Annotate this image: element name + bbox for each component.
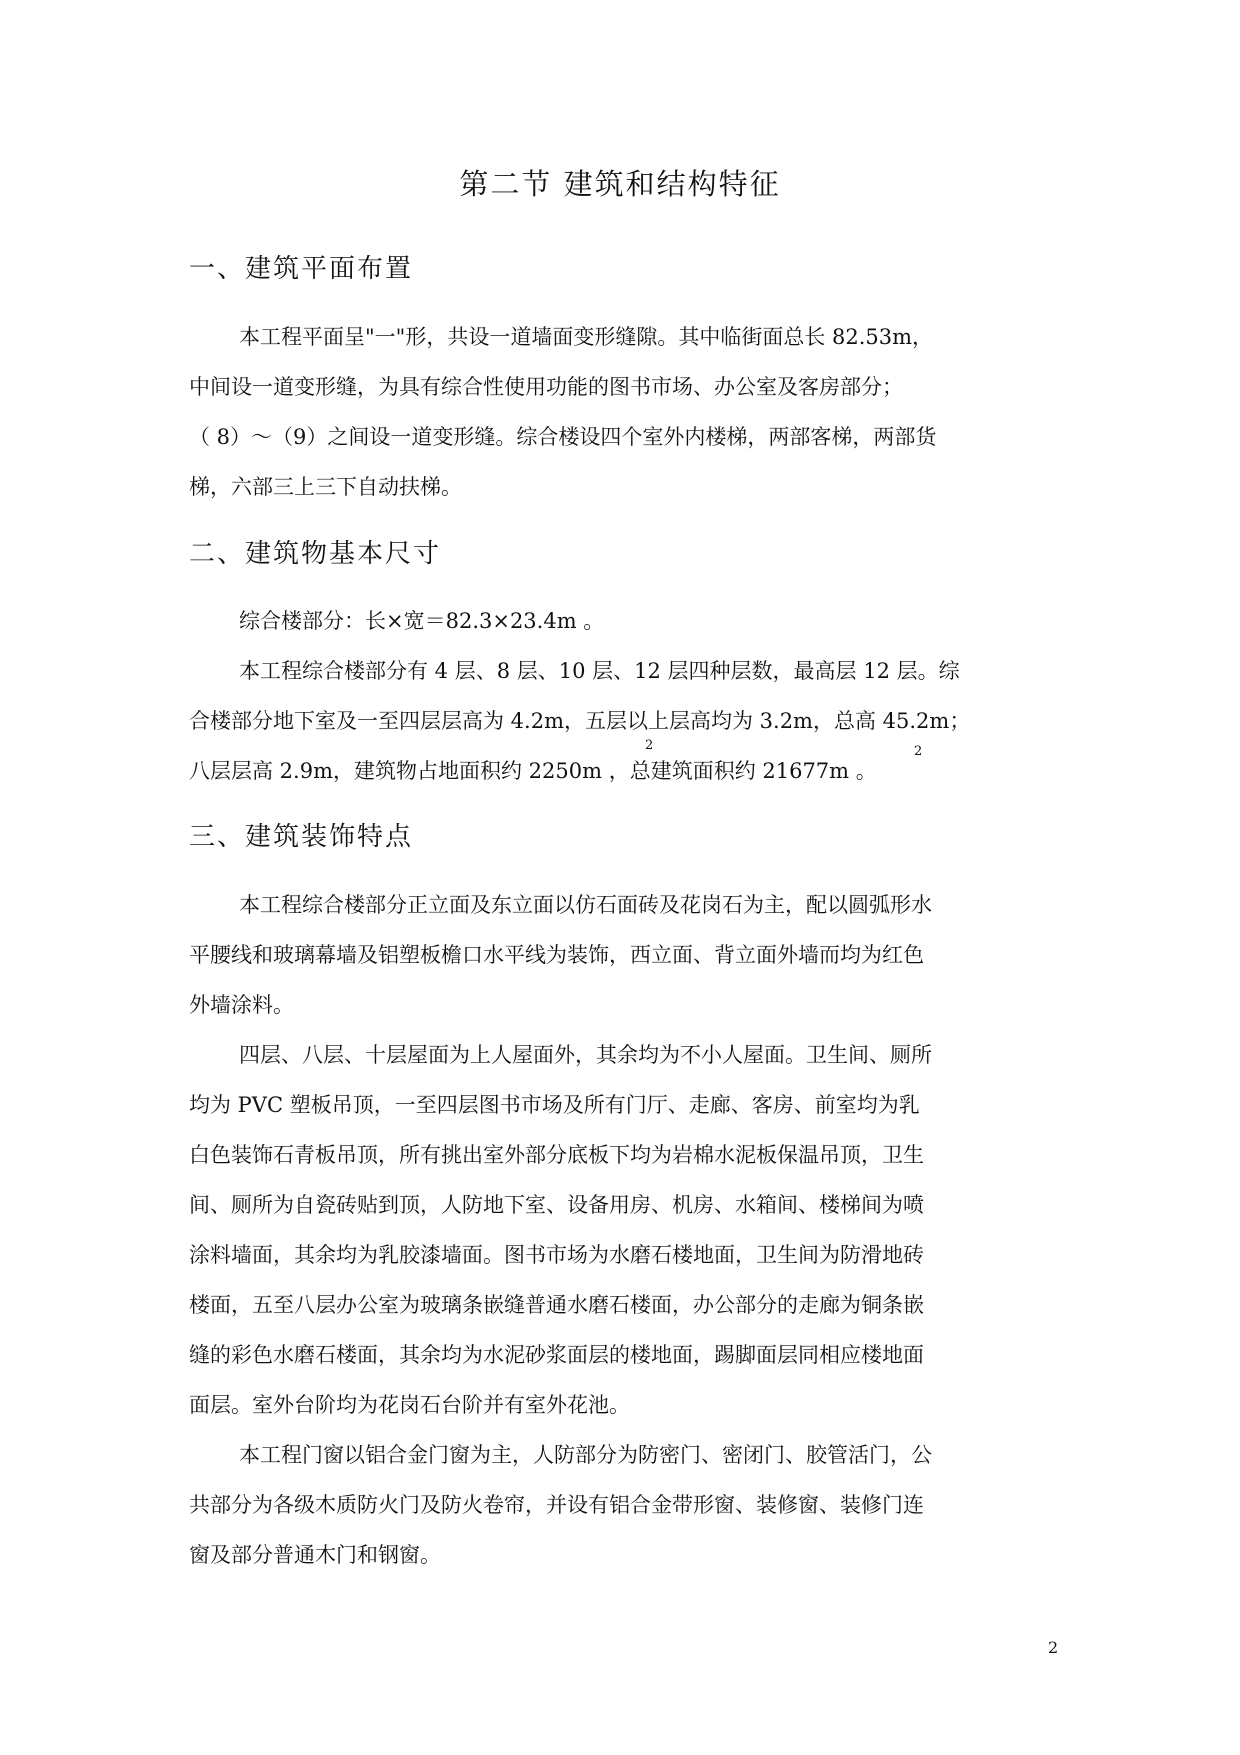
text-line: 梯，六部三上三下自动扶梯。 [189,475,462,499]
text-line: 本工程综合楼部分正立面及东立面以仿石面砖及花岗石为主，配以圆弧形水 [239,893,932,917]
superscript-area-unit: 2 [645,738,654,753]
paragraph-interior [189,1030,969,1430]
text-line: 外墙涂料。 [189,993,294,1017]
section-heading-1: 一、建筑平面布置 [189,254,414,284]
text-line: 缝的彩色水磨石楼面，其余均为水泥砂浆面层的楼地面，踢脚面层同相应楼地面 [189,1343,924,1367]
text-line: 本工程平面呈"一"形，共设一道墙面变形缝隙。其中临街面总长 82.53m， [239,325,934,349]
text-line: （ 8）～（9）之间设一道变形缝。综合楼设四个室外内楼梯，两部客梯，两部货 [189,425,937,449]
text-line: 楼面，五至八层办公室为玻璃条嵌缝普通水磨石楼面，办公部分的走廊为铜条嵌 [189,1293,924,1317]
paragraph-floor-plan [189,312,969,512]
text-line: 均为 PVC 塑板吊顶，一至四层图书市场及所有门厅、走廊、客房、前室均为乳 [189,1093,920,1117]
page-number: 2 [1048,1638,1059,1657]
text-line: 综合楼部分：长×宽＝82.3×23.4m 。 [239,609,605,633]
paragraph-floors [189,646,969,796]
text-line: 中间设一道变形缝，为具有综合性使用功能的图书市场、办公室及客房部分； [189,375,903,399]
text-line: 合楼部分地下室及一至四层层高为 4.2m，五层以上层高均为 3.2m，总高 45.2m； [189,709,971,733]
text-line: 四层、八层、十层屋面为上人屋面外，其余均为不小人屋面。卫生间、厕所 [239,1043,932,1067]
text-line: 八层层高 2.9m，建筑物占地面积约 2250m ，总建筑面积约 21677m 。 [189,759,877,783]
section-heading-3: 三、建筑装饰特点 [189,822,414,852]
text-line: 窗及部分普通木门和钢窗。 [189,1543,441,1567]
page-title: 第二节 建筑和结构特征 [459,167,781,201]
text-line: 涂料墙面，其余均为乳胶漆墙面。图书市场为水磨石楼地面，卫生间为防滑地砖 [189,1243,924,1267]
paragraph-facade [189,880,969,1030]
text-line: 本工程门窗以铝合金门窗为主，人防部分为防密门、密闭门、胶管活门，公 [239,1443,932,1467]
paragraph-doors-windows [189,1430,969,1580]
text-line: 平腰线和玻璃幕墙及铝塑板檐口水平线为装饰，西立面、背立面外墙而均为红色 [189,943,924,967]
text-line: 面层。室外台阶均为花岗石台阶并有室外花池。 [189,1393,630,1417]
text-line: 共部分为各级木质防火门及防火卷帘，并设有铝合金带形窗、装修窗、装修门连 [189,1493,924,1517]
superscript-area-unit: 2 [914,744,923,759]
text-line: 白色装饰石青板吊顶，所有挑出室外部分底板下均为岩棉水泥板保温吊顶，卫生 [189,1143,924,1167]
text-line: 间、厕所为自瓷砖贴到顶，人防地下室、设备用房、机房、水箱间、楼梯间为喷 [189,1193,924,1217]
section-heading-2: 二、建筑物基本尺寸 [189,539,442,569]
text-line: 本工程综合楼部分有 4 层、8 层、10 层、12 层四种层数，最高层 12 层。综 [239,659,960,683]
paragraph-dimensions [189,596,969,646]
